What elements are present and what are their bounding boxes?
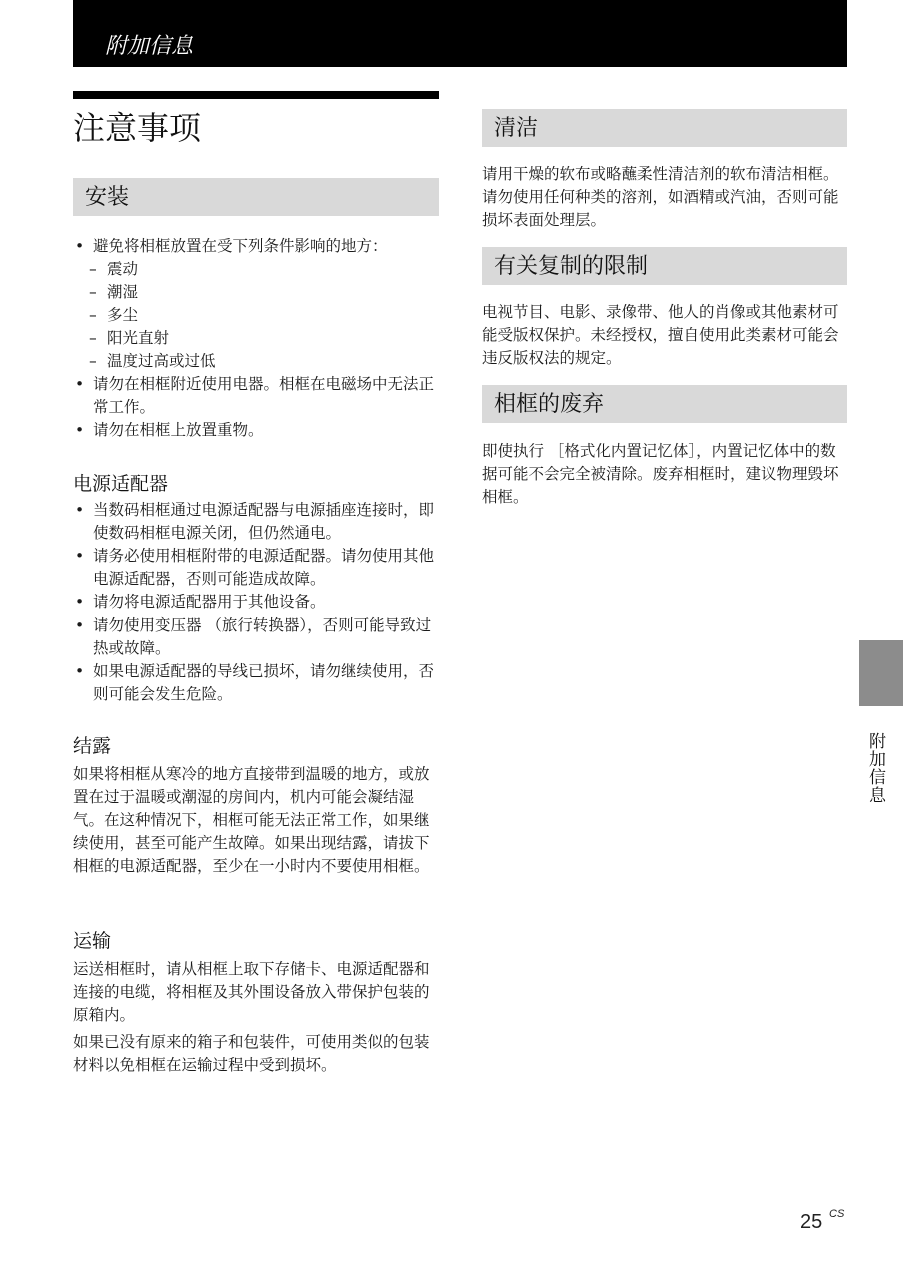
condition-item: – 多尘 bbox=[89, 304, 439, 327]
condition-item: – 温度过高或过低 bbox=[89, 350, 439, 373]
subheading-transport: 运输 bbox=[73, 930, 112, 952]
condition-item: – 震动 bbox=[89, 258, 439, 281]
side-tab bbox=[859, 640, 903, 706]
condition-item: – 潮湿 bbox=[89, 281, 439, 304]
condensation-text: 如果将相框从寒冷的地方直接带到温暖的地方，或放置在过于温暖或潮湿的房间内，机内可能会凝结湿气。在这种情况下，相框可能无法正常工作，如果继续使用，甚至可能产生故障。如果出现结露，请拔下相框的电源适配器，至少在一小时内不要使用相框。 bbox=[73, 765, 430, 875]
power-item: • 请勿使用变压器 （旅行转换器），否则可能导致过热或故障。 bbox=[73, 614, 439, 660]
power-item: • 当数码相框通过电源适配器与电源插座连接时，即使数码相框电源关闭，但仍然通电。 bbox=[73, 499, 439, 545]
install-section bbox=[73, 235, 439, 442]
section-heading-cleaning: 清洁 bbox=[482, 109, 847, 147]
page-number: 25 bbox=[800, 1211, 823, 1233]
header-title: 附加信息 bbox=[105, 34, 194, 59]
section-heading-install: 安装 bbox=[73, 178, 439, 216]
page-language-code: CS bbox=[829, 1208, 845, 1220]
transport-paragraph-2: 如果已没有原来的箱子和包装件，可使用类似的包装材料以免相框在运输过程中受到损坏。 bbox=[73, 1033, 430, 1074]
transport-section bbox=[73, 958, 439, 1077]
power-item: • 请勿将电源适配器用于其他设备。 bbox=[73, 591, 439, 614]
cleaning-text: 请用干燥的软布或略蘸柔性清洁剂的软布清洁相框。请勿使用任何种类的溶剂，如酒精或汽油，否则可能损坏表面处理层。 bbox=[482, 165, 839, 229]
power-item: • 如果电源适配器的导线已损坏，请勿继续使用，否则可能会发生危险。 bbox=[73, 660, 439, 706]
install-bullet-2: • 请勿在相框附近使用电器。相框在电磁场中无法正常工作。 bbox=[73, 373, 439, 419]
side-tab-label: 附加信息 bbox=[865, 732, 885, 804]
subheading-condensation: 结露 bbox=[73, 735, 112, 757]
install-intro: 避免将相框放置在受下列条件影响的地方： bbox=[93, 237, 388, 255]
page-title: 注意事项 bbox=[73, 109, 202, 147]
section-heading-disposal: 相框的废弃 bbox=[482, 385, 847, 423]
copyright-text: 电视节目、电影、录像带、他人的肖像或其他素材可能受版权保护。未经授权，擅自使用此类素材可能会违反版权法的规定。 bbox=[482, 303, 839, 367]
subheading-power-adapter: 电源适配器 bbox=[73, 473, 169, 495]
install-bullet-3: • 请勿在相框上放置重物。 bbox=[73, 419, 439, 442]
title-rule bbox=[73, 91, 439, 99]
disposal-text: 即使执行 ［格式化内置记忆体］，内置记忆体中的数据可能不会完全被清除。废弃相框时，建议物理毁坏相框。 bbox=[482, 442, 839, 506]
header-bar bbox=[73, 0, 847, 67]
transport-paragraph-1: 运送相框时，请从相框上取下存储卡、电源适配器和连接的电缆，将相框及其外围设备放入带保护包装的原箱内。 bbox=[73, 960, 430, 1024]
condition-item: – 阳光直射 bbox=[89, 327, 439, 350]
section-heading-copyright: 有关复制的限制 bbox=[482, 247, 847, 285]
power-adapter-section bbox=[73, 499, 439, 706]
power-item: • 请务必使用相框附带的电源适配器。请勿使用其他电源适配器，否则可能造成故障。 bbox=[73, 545, 439, 591]
install-bullet-1 bbox=[73, 235, 439, 373]
